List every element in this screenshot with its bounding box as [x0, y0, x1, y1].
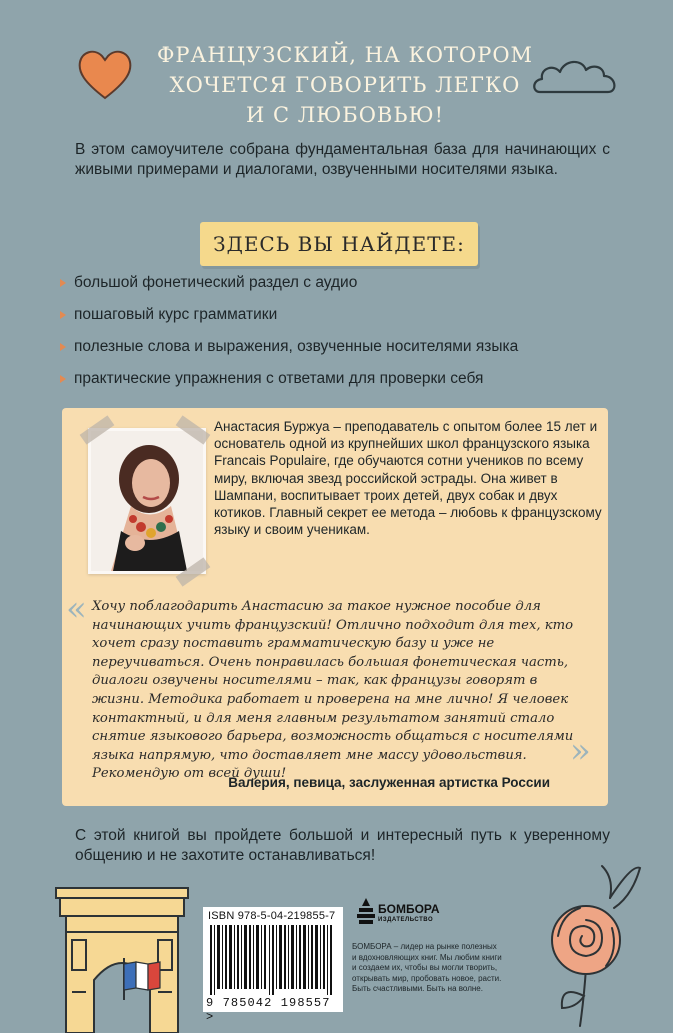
list-item-text: практические упражнения с ответами для проверки себя: [74, 370, 484, 387]
headline-line-3: И С ЛЮБОВЬЮ!: [245, 103, 445, 127]
list-item-text: большой фонетический раздел с аудио: [74, 274, 358, 291]
publisher-description: БОМБОРА – лидер на рынке полезных и вдохновляющих книг. Мы любим книги и создаем их, чтобы вы могли творить, открывать мир, пробовать новое, расти. Быть счастливыми. Быть на волне.: [352, 942, 502, 994]
headline-line-1: ФРАНЦУЗСКИЙ, НА КОТОРОМ: [156, 43, 534, 67]
list-item: [60, 272, 620, 304]
list-item-text: полезные слова и выражения, озвученные носителями языка: [74, 338, 519, 355]
features-banner: ЗДЕСЬ ВЫ НАЙДЕТЕ:: [200, 222, 478, 266]
bullet-icon: [60, 311, 66, 319]
author-photo: [88, 428, 206, 574]
features-list: [60, 272, 620, 400]
testimonial-quote: Хочу поблагодарить Анастасию за такое нужное пособие для начинающих учить французский! Отлично подходит для тех, кто хочет сразу поставить грамматическую базу и уже не переучиваться. Очень понравилась большая фонетическая часть, диалоги озвучены носителями – так, как французы говорят в жизни. Методика работает и проверена на мне лично! Я человек контактный, и для меня главным результатом занятий стало снятие языкового барьера, возможность общаться с носителями языка напрямую, что доставляет мне массу удовольствия. Рекомендую от всей души!: [92, 599, 574, 782]
publisher-name: БОМБОРА: [378, 902, 440, 916]
bullet-icon: [60, 279, 66, 287]
isbn-label: ISBN 978-5-04-219855-7: [208, 910, 336, 922]
french-flag-icon: [120, 958, 164, 1000]
testimonial-author: Валерия, певица, заслуженная артистка России: [228, 775, 550, 790]
bullet-icon: [60, 343, 66, 351]
headline: [150, 40, 540, 130]
list-item-text: пошаговый курс грамматики: [74, 306, 278, 323]
barcode-digits: 9 785042 198557 >: [206, 996, 331, 1024]
rose-icon: [540, 858, 650, 1028]
barcode-icon: [210, 925, 336, 995]
list-item: [60, 336, 620, 368]
list-item: [60, 368, 620, 400]
author-bio: Анастасия Буржуа – преподаватель с опытом более 15 лет и основатель одной из крупнейших школ французского языка Francais Populaire, где обучаются сотни учеников по всему миру, включая звезд российской эстрады. Она живет в Шампани, воспитывает троих детей, двух собак и двух котиков. Главный секрет ее метода – любовь к французскому языку и своим ученикам.: [214, 419, 602, 538]
bombora-logo-icon: [356, 898, 376, 928]
publisher-sub: ИЗДАТЕЛЬСТВО: [378, 917, 434, 923]
headline-line-2: ХОЧЕТСЯ ГОВОРИТЬ ЛЕГКО: [169, 73, 521, 97]
quote-open-icon: «: [66, 589, 87, 629]
quote-close-icon: »: [570, 731, 591, 771]
list-item: [60, 304, 620, 336]
intro-text: В этом самоучителе собрана фундаментальная база для начинающих с живыми примерами и диалогами, озвученными носителями языка.: [75, 141, 610, 178]
bullet-icon: [60, 375, 66, 383]
arc-de-triomphe-icon: [52, 880, 192, 1033]
outro-text: С этой книгой вы пройдете большой и интересный путь к уверенному общению и не захотите останавливаться!: [75, 827, 610, 864]
heart-icon: [74, 42, 136, 104]
cloud-icon: [530, 52, 622, 100]
